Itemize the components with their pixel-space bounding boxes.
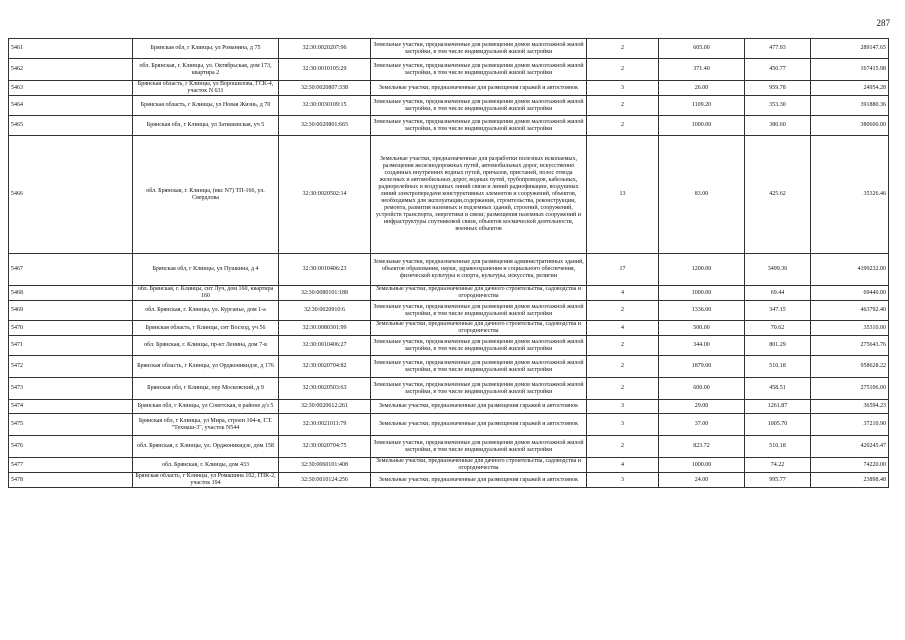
cadastral-value-cell: 958628.22 xyxy=(811,356,889,378)
land-use-cell: Земельные участки, предназначенные для разработки полезных ископаемых, размещения железнодорожных путей, автомобильных дорог, искусственно созданных внутренних водных путей, причалов, пристаней, полос отвода железных и автомобильных дорог, водных путей, трубопроводов, кабельных, радиорелейных и воздушных линий связи и линий радиофикации, воздушных линий электропередачи конструктивных элементов и сооружений, объектов, необходимых для эксплуатации,содержания, строительства, реконструкции, ремонта, развития наземных и подземных зданий, строений, сооружений, устройств транспорта, энергетики и связи; размещения наземных сооружений и инфраструктуры спутниковой связи, объектов космической деятельности, военных объектов xyxy=(371,136,587,254)
address-cell: обл. Брянская, г. Клинцы, дом 433 xyxy=(133,458,279,473)
specific-value-cell: 801.29 xyxy=(745,336,811,356)
area-cell: 1879.00 xyxy=(659,356,745,378)
table-row xyxy=(9,286,889,301)
row-number: 5467 xyxy=(9,254,133,286)
cadastral-number-cell: 32:30:0030109:15 xyxy=(279,96,371,116)
specific-value-cell: 70.62 xyxy=(745,321,811,336)
group-cell: 2 xyxy=(587,336,659,356)
table-row xyxy=(9,59,889,81)
row-number: 5474 xyxy=(9,400,133,414)
table-row xyxy=(9,473,889,488)
land-use-cell: Земельные участки, предназначенные для дачного строительства, садоводства и огородничества xyxy=(371,286,587,301)
group-cell: 4 xyxy=(587,321,659,336)
land-use-cell: Земельные участки, предназначенные для размещения гаражей и автостоянок xyxy=(371,400,587,414)
cadastral-number-cell: 32:30:0021011:79 xyxy=(279,414,371,436)
row-number: 5462 xyxy=(9,59,133,81)
cadastral-value-cell: 275643.76 xyxy=(811,336,889,356)
table-row xyxy=(9,356,889,378)
specific-value-cell: 74.22 xyxy=(745,458,811,473)
address-cell: Брянская обл, г Клинцы, ул Романина, д 75 xyxy=(133,39,279,59)
cadastral-number-cell: 32:30:0080301:99 xyxy=(279,321,371,336)
cadastral-value-cell: 36594.23 xyxy=(811,400,889,414)
address-cell: обл. Брянская, г. Клинцы, ул. Октябрьская, дом 173, квартира 2 xyxy=(133,59,279,81)
group-cell: 2 xyxy=(587,301,659,321)
area-cell: 1000.00 xyxy=(659,116,745,136)
specific-value-cell: 1261.87 xyxy=(745,400,811,414)
address-cell: Брянская обл, г Клинцы, ул Затишевская, уч 5 xyxy=(133,116,279,136)
table-row xyxy=(9,136,889,254)
group-cell: 2 xyxy=(587,436,659,458)
address-cell: обл. Брянская, г. Клинцы, (вкс N7) ТП-166, ул. Свердлова xyxy=(133,136,279,254)
table-row xyxy=(9,254,889,286)
group-cell: 3 xyxy=(587,414,659,436)
table-row xyxy=(9,39,889,59)
specific-value-cell: 347.15 xyxy=(745,301,811,321)
row-number: 5478 xyxy=(9,473,133,488)
specific-value-cell: 450.77 xyxy=(745,59,811,81)
cadastral-value-cell: 167415.98 xyxy=(811,59,889,81)
group-cell: 4 xyxy=(587,458,659,473)
cadastral-value-cell: 37210.90 xyxy=(811,414,889,436)
cadastral-number-cell: 32:30:0020910:6 xyxy=(279,301,371,321)
row-number: 5475 xyxy=(9,414,133,436)
row-number: 5470 xyxy=(9,321,133,336)
row-number: 5477 xyxy=(9,458,133,473)
cadastral-value-cell: 69440.00 xyxy=(811,286,889,301)
land-use-cell: Земельные участки, предназначенные для размещения гаражей и автостоянок xyxy=(371,81,587,96)
row-number: 5469 xyxy=(9,301,133,321)
area-cell: 1109.20 xyxy=(659,96,745,116)
address-cell: обл. Брянская, г. Клинцы, ул. Орджоникидзе, дом 158 xyxy=(133,436,279,458)
area-cell: 1200.00 xyxy=(659,254,745,286)
address-cell: Брянская область, г Клинцы, ул Ворошилова, ГСК-4, участок N 631 xyxy=(133,81,279,96)
cadastral-value-cell: 24954.28 xyxy=(811,81,889,96)
area-cell: 600.00 xyxy=(659,378,745,400)
land-use-cell: Земельные участки, предназначенные для размещения домов малоэтажной жилой застройки, в том числе индивидуальной жилой застройки xyxy=(371,378,587,400)
land-use-cell: Земельные участки, предназначенные для размещения домов малоэтажной жилой застройки, в том числе индивидуальной жилой застройки xyxy=(371,39,587,59)
cadastral-value-cell: 275106.00 xyxy=(811,378,889,400)
area-cell: 344.00 xyxy=(659,336,745,356)
area-cell: 500.00 xyxy=(659,321,745,336)
address-cell: Брянская обл, г Клинцы, пер Московский, д 9 xyxy=(133,378,279,400)
area-cell: 29.00 xyxy=(659,400,745,414)
row-number: 5472 xyxy=(9,356,133,378)
cadastral-number-cell: 32:30:0020503:63 xyxy=(279,378,371,400)
group-cell: 2 xyxy=(587,356,659,378)
cadastral-value-cell: 35326.46 xyxy=(811,136,889,254)
row-number: 5465 xyxy=(9,116,133,136)
land-use-cell: Земельные участки, предназначенные для размещения домов малоэтажной жилой застройки, в том числе индивидуальной жилой застройки xyxy=(371,301,587,321)
address-cell: обл. Брянская, г. Клинцы, ул. Курганье, дом 1-а xyxy=(133,301,279,321)
area-cell: 1000.00 xyxy=(659,286,745,301)
table-row xyxy=(9,301,889,321)
cadastral-value-cell: 463792.40 xyxy=(811,301,889,321)
specific-value-cell: 3499.36 xyxy=(745,254,811,286)
land-use-cell: Земельные участки, предназначенные для размещения домов малоэтажной жилой застройки, в том числе индивидуальной жилой застройки xyxy=(371,436,587,458)
row-number: 5471 xyxy=(9,336,133,356)
specific-value-cell: 510.18 xyxy=(745,356,811,378)
cadastral-value-cell: 4199232.00 xyxy=(811,254,889,286)
cadastral-value-table xyxy=(8,38,889,488)
cadastral-number-cell: 32:30:0020704:82 xyxy=(279,356,371,378)
specific-value-cell: 995.77 xyxy=(745,473,811,488)
specific-value-cell: 69.44 xyxy=(745,286,811,301)
address-cell: Брянская область, г Клинцы, снт Восход, уч 56 xyxy=(133,321,279,336)
group-cell: 2 xyxy=(587,116,659,136)
cadastral-number-cell: 32:30:0060101:408 xyxy=(279,458,371,473)
address-cell: Брянская область, г Клинцы, ул Ромашина 102, ГПК-2, участок 194 xyxy=(133,473,279,488)
row-number: 5466 xyxy=(9,136,133,254)
cadastral-value-cell: 74220.00 xyxy=(811,458,889,473)
specific-value-cell: 959.78 xyxy=(745,81,811,96)
land-use-cell: Земельные участки, предназначенные для размещения домов малоэтажной жилой застройки, в том числе индивидуальной жилой застройки xyxy=(371,59,587,81)
row-number: 5473 xyxy=(9,378,133,400)
group-cell: 4 xyxy=(587,286,659,301)
group-cell: 2 xyxy=(587,59,659,81)
table-row xyxy=(9,96,889,116)
land-use-cell: Земельные участки, предназначенные для размещения административных зданий, объектов образования, науки, здравоохранения и социального обеспечения, физической культуры и спорта, культуры, искусства, религии xyxy=(371,254,587,286)
area-cell: 823.72 xyxy=(659,436,745,458)
specific-value-cell: 425.62 xyxy=(745,136,811,254)
table-row xyxy=(9,116,889,136)
area-cell: 37.00 xyxy=(659,414,745,436)
table-body xyxy=(9,39,889,488)
specific-value-cell: 477.93 xyxy=(745,39,811,59)
row-number: 5461 xyxy=(9,39,133,59)
group-cell: 3 xyxy=(587,400,659,414)
group-cell: 17 xyxy=(587,254,659,286)
row-number: 5468 xyxy=(9,286,133,301)
cadastral-value-cell: 380600.00 xyxy=(811,116,889,136)
cadastral-number-cell: 32:30:0080101:188 xyxy=(279,286,371,301)
area-cell: 605.00 xyxy=(659,39,745,59)
row-number: 5476 xyxy=(9,436,133,458)
cadastral-value-cell: 23898.48 xyxy=(811,473,889,488)
specific-value-cell: 380.60 xyxy=(745,116,811,136)
cadastral-number-cell: 32:30:0020704:75 xyxy=(279,436,371,458)
cadastral-number-cell: 32:30:0020801:665 xyxy=(279,116,371,136)
row-number: 5464 xyxy=(9,96,133,116)
land-use-cell: Земельные участки, предназначенные для размещения домов малоэтажной жилой застройки, в том числе индивидуальной жилой застройки xyxy=(371,96,587,116)
group-cell: 3 xyxy=(587,81,659,96)
group-cell: 2 xyxy=(587,378,659,400)
area-cell: 24.00 xyxy=(659,473,745,488)
cadastral-number-cell: 32:30:0020807:338 xyxy=(279,81,371,96)
table-row xyxy=(9,458,889,473)
area-cell: 1336.00 xyxy=(659,301,745,321)
cadastral-value-cell: 420245.47 xyxy=(811,436,889,458)
address-cell: Брянская обл, г Клинцы, ул Пушкина, д 4 xyxy=(133,254,279,286)
area-cell: 83.00 xyxy=(659,136,745,254)
land-use-cell: Земельные участки, предназначенные для размещения домов малоэтажной жилой застройки, в том числе индивидуальной жилой застройки xyxy=(371,116,587,136)
group-cell: 13 xyxy=(587,136,659,254)
address-cell: Брянская обл, г Клинцы, ул Советская, в районе д/з 5 xyxy=(133,400,279,414)
address-cell: Брянская область, г Клинцы, ул Новая Жизнь, д 70 xyxy=(133,96,279,116)
page-number: 287 xyxy=(876,18,890,28)
group-cell: 3 xyxy=(587,473,659,488)
cadastral-number-cell: 32:30:0010124:256 xyxy=(279,473,371,488)
cadastral-number-cell: 32:30:0020502:14 xyxy=(279,136,371,254)
land-use-cell: Земельные участки, предназначенные для размещения гаражей и автостоянок xyxy=(371,414,587,436)
group-cell: 2 xyxy=(587,39,659,59)
land-use-cell: Земельные участки, предназначенные для дачного строительства, садоводства и огородничества xyxy=(371,321,587,336)
specific-value-cell: 458.51 xyxy=(745,378,811,400)
cadastral-value-cell: 35310.00 xyxy=(811,321,889,336)
table-row xyxy=(9,81,889,96)
cadastral-number-cell: 32:30:0010105:29 xyxy=(279,59,371,81)
row-number: 5463 xyxy=(9,81,133,96)
area-cell: 371.40 xyxy=(659,59,745,81)
specific-value-cell: 1005.70 xyxy=(745,414,811,436)
area-cell: 26.00 xyxy=(659,81,745,96)
table-row xyxy=(9,400,889,414)
cadastral-number-cell: 32:30:0010406:27 xyxy=(279,336,371,356)
cadastral-number-cell: 32:30:0020612:261 xyxy=(279,400,371,414)
group-cell: 2 xyxy=(587,96,659,116)
land-use-cell: Земельные участки, предназначенные для размещения домов малоэтажной жилой застройки, в том числе индивидуальной жилой застройки xyxy=(371,356,587,378)
table-row xyxy=(9,378,889,400)
cadastral-number-cell: 32:30:0010406:23 xyxy=(279,254,371,286)
specific-value-cell: 353.30 xyxy=(745,96,811,116)
table-row xyxy=(9,436,889,458)
area-cell: 1000.00 xyxy=(659,458,745,473)
land-use-cell: Земельные участки, предназначенные для размещения домов малоэтажной жилой застройки, в том числе индивидуальной жилой застройки xyxy=(371,336,587,356)
table-row xyxy=(9,336,889,356)
cadastral-value-cell: 289147.65 xyxy=(811,39,889,59)
address-cell: Брянская область, г Клинцы, ул Орджоникидзе, д 176 xyxy=(133,356,279,378)
address-cell: обл. Брянская, г. Клинцы, пр-кт Ленина, дом 7-в xyxy=(133,336,279,356)
address-cell: Брянская обл, г Клинцы, ул Мира, строен 104-в, Г.Т. "Техмаш-3", участок N544 xyxy=(133,414,279,436)
address-cell: обл. Брянская, г. Клинцы, снт Луч, дом 160, квартира 160 xyxy=(133,286,279,301)
land-use-cell: Земельные участки, предназначенные для дачного строительства, садоводства и огородничества xyxy=(371,458,587,473)
specific-value-cell: 510.18 xyxy=(745,436,811,458)
land-use-cell: Земельные участки, предназначенные для размещения гаражей и автостоянок xyxy=(371,473,587,488)
table-row xyxy=(9,414,889,436)
cadastral-value-cell: 391880.36 xyxy=(811,96,889,116)
cadastral-number-cell: 32:30:0020207:96 xyxy=(279,39,371,59)
table-row xyxy=(9,321,889,336)
